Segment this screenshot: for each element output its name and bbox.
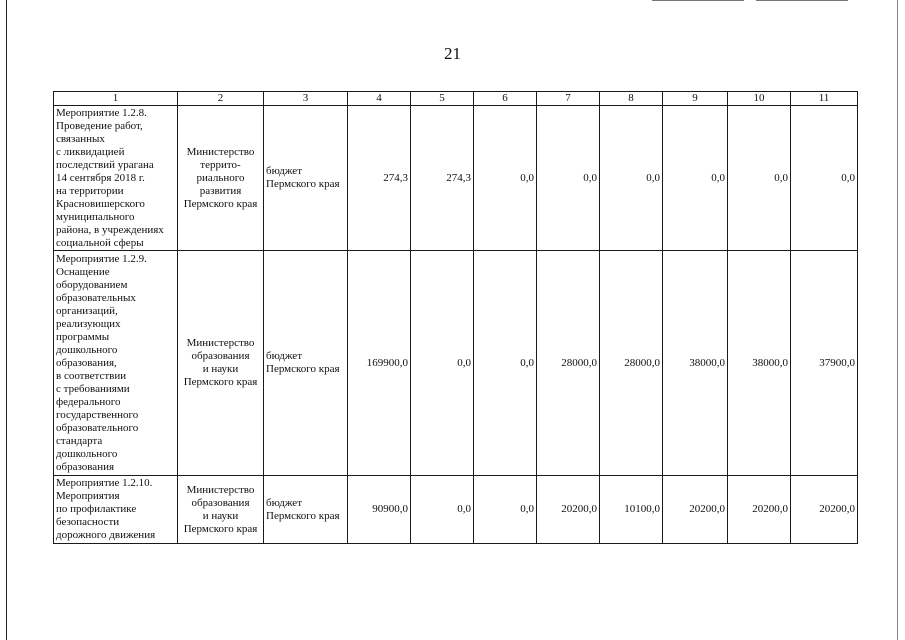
- column-header: 1: [54, 92, 178, 106]
- table-row: [54, 476, 858, 544]
- column-header: 4: [348, 92, 411, 106]
- value-cell: 20200,0: [728, 476, 791, 544]
- source-text: бюджет Пермского края: [266, 496, 340, 522]
- column-number-row: [54, 92, 858, 106]
- column-header: 11: [791, 92, 858, 106]
- value-cell: 0,0: [411, 251, 474, 476]
- value-cell: 37900,0: [791, 251, 858, 476]
- executor-cell: [178, 106, 264, 251]
- value-cell: 0,0: [411, 476, 474, 544]
- executor-text: Министерство образования и науки Пермского края: [183, 337, 258, 388]
- event-cell: [54, 106, 178, 251]
- value-cell: 20200,0: [537, 476, 600, 544]
- value-cell: 274,3: [348, 106, 411, 251]
- event-text: Мероприятие 1.2.8. Проведение работ, связанных с ликвидацией последствий урагана 14 сентября 2018 г. на территории Красновишерского муниципального района, в учреждениях социальной сферы: [56, 106, 164, 249]
- value-cell: 28000,0: [537, 251, 600, 476]
- column-header: 5: [411, 92, 474, 106]
- source-cell: [264, 251, 348, 476]
- value-cell: 169900,0: [348, 251, 411, 476]
- value-cell: 20200,0: [791, 476, 858, 544]
- value-cell: 28000,0: [600, 251, 663, 476]
- value-cell: 0,0: [474, 251, 537, 476]
- page-right-border: [897, 0, 898, 640]
- source-text: бюджет Пермского края: [266, 165, 340, 190]
- value-cell: 90900,0: [348, 476, 411, 544]
- value-cell: 0,0: [537, 106, 600, 251]
- value-cell: 38000,0: [663, 251, 728, 476]
- source-cell: [264, 476, 348, 544]
- value-cell: 10100,0: [600, 476, 663, 544]
- executor-cell: [178, 476, 264, 544]
- value-cell: 0,0: [663, 106, 728, 251]
- table-row: [54, 251, 858, 476]
- source-text: бюджет Пермского края: [266, 350, 340, 375]
- value-cell: 274,3: [411, 106, 474, 251]
- value-cell: 38000,0: [728, 251, 791, 476]
- column-header: 10: [728, 92, 791, 106]
- page-left-border: [6, 0, 7, 640]
- scan-edge-line: [652, 0, 744, 1]
- executor-cell: [178, 251, 264, 476]
- table-row: [54, 106, 858, 251]
- page-number: 21: [444, 44, 461, 63]
- column-header: 3: [264, 92, 348, 106]
- column-header: 6: [474, 92, 537, 106]
- value-cell: 0,0: [474, 106, 537, 251]
- value-cell: 20200,0: [663, 476, 728, 544]
- event-cell: [54, 251, 178, 476]
- executor-text: Министерство образования и науки Пермского края: [183, 483, 258, 535]
- source-cell: [264, 106, 348, 251]
- event-text: Мероприятие 1.2.10. Мероприятия по профилактике безопасности дорожного движения: [56, 477, 156, 541]
- scan-edge-line: [756, 0, 848, 1]
- budget-table: [53, 91, 858, 544]
- column-header: 7: [537, 92, 600, 106]
- value-cell: 0,0: [728, 106, 791, 251]
- event-cell: [54, 476, 178, 544]
- value-cell: 0,0: [791, 106, 858, 251]
- value-cell: 0,0: [474, 476, 537, 544]
- column-header: 2: [178, 92, 264, 106]
- column-header: 9: [663, 92, 728, 106]
- executor-text: Министерство террито- риального развития Пермского края: [183, 145, 258, 210]
- column-header: 8: [600, 92, 663, 106]
- event-text: Мероприятие 1.2.9. Оснащение оборудованием образовательных организаций, реализующих программы дошкольного образования, в соответствии с требованиями федерального государственного образовательного стандарта дошкольного образования: [56, 252, 147, 473]
- value-cell: 0,0: [600, 106, 663, 251]
